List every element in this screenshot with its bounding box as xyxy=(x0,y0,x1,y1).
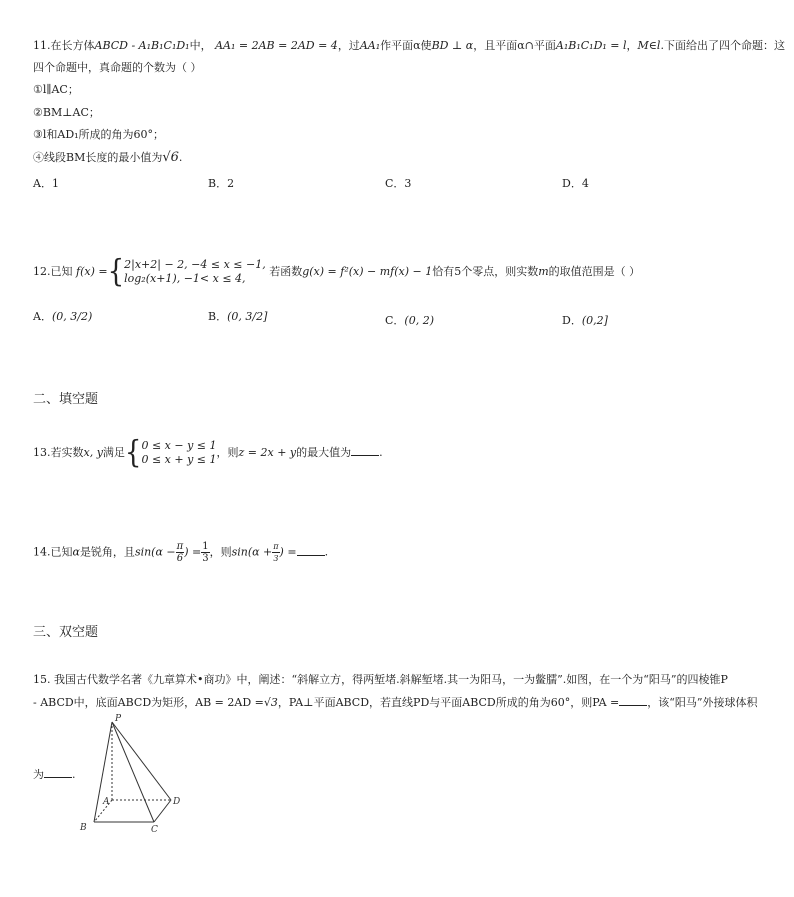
section-fill-in-title: 二、填空题 xyxy=(33,392,99,407)
q11-line1: 11.在长方体ABCD - A₁B₁C₁D₁中， AA₁ = 2AB = 2AD = 4，过AA₁作平面α使BD ⊥ α，且平面α∩平面A₁B₁C₁D₁ = l，M∈l.下面给出了四个命题：这 xyxy=(33,39,785,52)
q13-stem: 13.若实数x, y满足{ 0 ≤ x − y ≤ 1 0 ≤ x + y ≤ 1 ，则z = 2x + y的最大值为 . xyxy=(33,435,383,471)
edge-pc xyxy=(112,722,154,822)
q12-stem: 12.已知 f(x) ={ 2|x+2| − 2, −4 ≤ x ≤ −1, log₂(x+1), −1< x ≤ 4, 若函数g(x) = f²(x) − mf(x) − 1恰有5个零点，则实数m的取值范围是（ ） xyxy=(33,254,641,290)
q12-piecewise: 2|x+2| − 2, −4 ≤ x ≤ −1, log₂(x+1), −1< x ≤ 4, xyxy=(124,258,266,285)
q12-option-b: B．(0, 3/2] xyxy=(208,310,268,323)
q12-option-d: D．(0,2] xyxy=(562,314,608,327)
edge-pb xyxy=(94,722,112,822)
q11-option-b: B．2 xyxy=(208,177,235,190)
q11-option-a: A．1 xyxy=(33,177,59,190)
q11-option-d: D．4 xyxy=(562,177,589,190)
q11-option-c: C．3 xyxy=(385,177,412,190)
q15-line3: 为 . xyxy=(33,768,76,781)
q12-option-c: C．(0, 2) xyxy=(385,314,434,327)
q11-proposition-3: ③l和AD₁所成的角为60°； xyxy=(33,128,165,141)
q15-answer-blank-2[interactable] xyxy=(44,767,72,778)
vertex-label-d: D xyxy=(173,797,181,807)
section-double-blank-title: 三、双空题 xyxy=(33,625,99,640)
vertex-label-p: P xyxy=(115,714,122,724)
pyramid-figure xyxy=(75,712,185,834)
edge-pd xyxy=(112,722,171,800)
vertex-label-b: B xyxy=(80,823,87,833)
q11-proposition-2: ②BM⊥AC； xyxy=(33,106,100,119)
q13-answer-blank[interactable] xyxy=(351,445,379,456)
vertex-label-c: C xyxy=(151,825,158,834)
q15-answer-blank-1[interactable] xyxy=(619,695,647,706)
q12-option-a: A．(0, 3/2) xyxy=(33,310,93,323)
q11-proposition-1: ①l∥AC； xyxy=(33,83,79,96)
q13-constraints: 0 ≤ x − y ≤ 1 0 ≤ x + y ≤ 1 xyxy=(141,439,217,466)
q15-line2: - ABCD中，底面ABCD为矩形，AB = 2AD =√3，PA⊥平面ABCD，若直线PD与平面ABCD所成的角为60°，则PA = ，该“阳马”外接球体积 xyxy=(33,696,758,709)
vertex-label-a: A xyxy=(103,797,110,807)
q11-proposition-4: ④线段BM长度的最小值为√6. xyxy=(33,150,183,165)
q11-line2: 四个命题中，真命题的个数为（ ） xyxy=(33,61,202,74)
q14-stem: 14.已知α是锐角，且sin(α − $\frac{\pi}{6}$ ) = $\frac{1}{3}$ ，则sin(α + $\frac{\pi}{3}$ ) = . xyxy=(33,541,329,564)
edge-cd xyxy=(154,800,171,822)
q15-line1: 15. 我国古代数学名著《九章算术•商功》中，阐述：“斜解立方，得两堑堵.斜解堑堵.其一为阳马，一为鳖臑”.如图，在一个为“阳马”的四棱锥P xyxy=(33,673,728,686)
q14-answer-blank[interactable] xyxy=(297,545,325,556)
